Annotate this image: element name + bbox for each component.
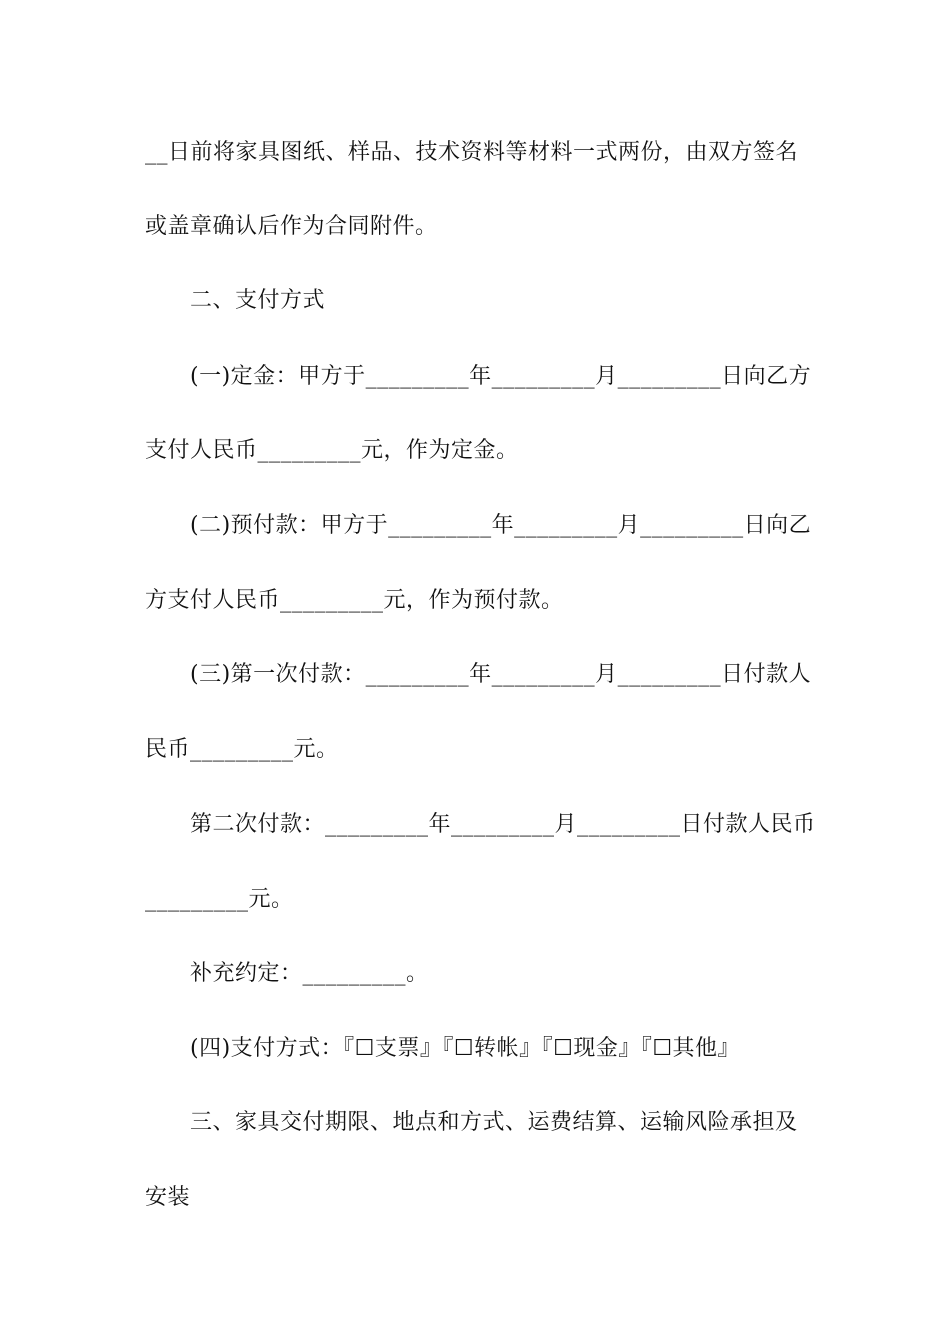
paragraph-line: _________元。 [145,887,294,912]
paragraph-line: 民币_________元。 [145,737,339,762]
section-heading: 二、支付方式 [190,288,326,313]
section-heading-continued: 安装 [145,1185,191,1210]
paragraph-line: (二)预付款：甲方于_________年_________月_________日向乙 [190,513,812,538]
paragraph-line: 补充约定：_________。 [190,961,429,986]
paragraph-line: __日前将家具图纸、样品、技术资料等材料一式两份，由双方签名 [145,140,799,165]
paragraph-line: (四)支付方式：『☐支票』『☐转帐』『☐现金』『☐其他』 [190,1036,741,1061]
paragraph-line: (三)第一次付款：_________年_________月_________日付款人 [190,662,812,687]
paragraph-line: 方支付人民币_________元，作为预付款。 [145,588,564,613]
paragraph-line: (一)定金：甲方于_________年_________月_________日向乙方 [190,364,812,389]
paragraph-line: 或盖章确认后作为合同附件。 [145,214,438,239]
section-heading: 三、家具交付期限、地点和方式、运费结算、运输风险承担及 [190,1110,798,1135]
paragraph-line: 支付人民币_________元，作为定金。 [145,438,519,463]
paragraph-line: 第二次付款：_________年_________月_________日付款人民币 [190,812,816,837]
